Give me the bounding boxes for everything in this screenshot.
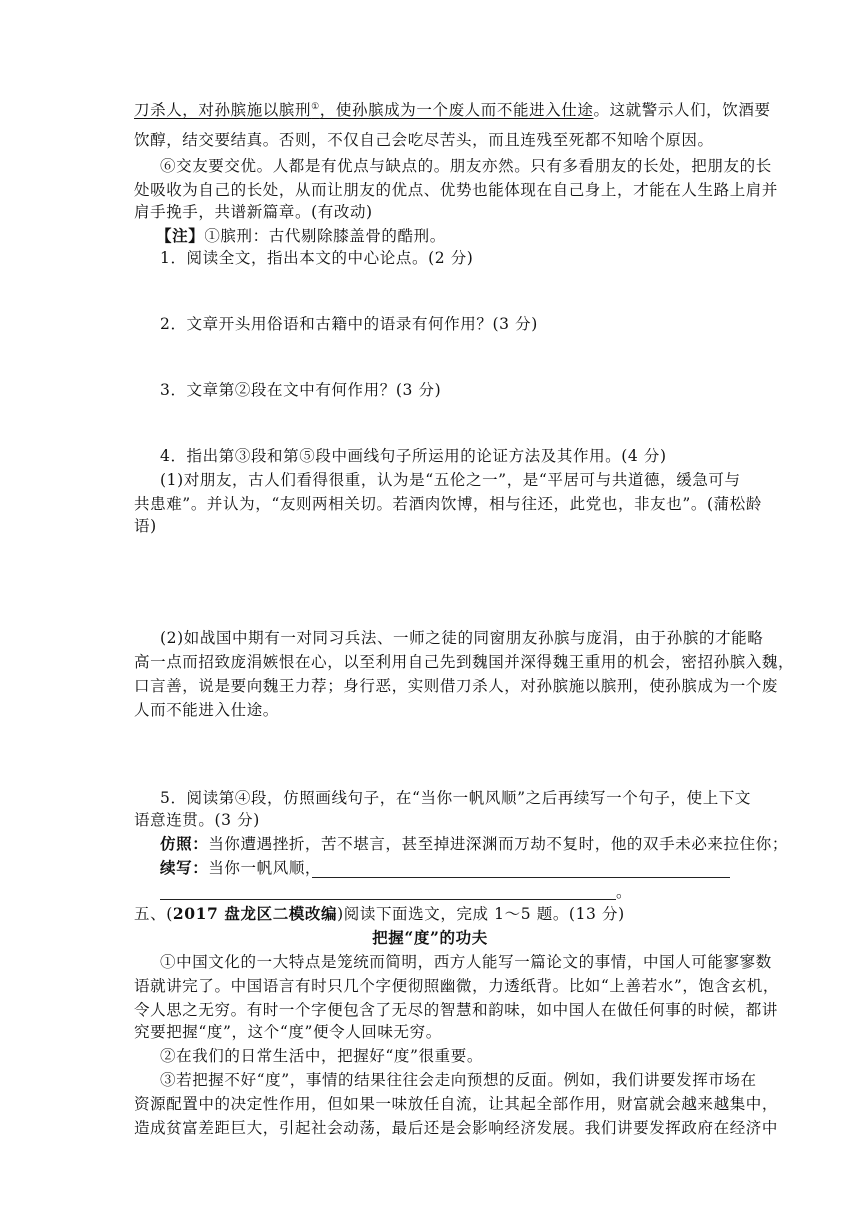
text-line: 处吸收为自己的长处，从而让朋友的优点、优势也能体现在自己身上，才能在人生路上肩并: [134, 181, 779, 199]
text-line: ⑥交友要交优。人都是有优点与缺点的。朋友亦然。只有多看朋友的长处，把朋友的长: [160, 157, 772, 175]
question-5: 5．阅读第④段，仿照画线句子，在“当你一帆风顺”之后再续写一个句子，使上下文: [160, 789, 752, 807]
section-heading: 五、(2017 盘龙区二模改编)阅读下面选文，完成 1～5 题。(13 分): [134, 904, 625, 923]
note-label: 【注】: [156, 226, 205, 245]
text-line: 资源配置中的决定性作用，但如果一味放任自流，让其起全部作用，财富就会越来越集中，: [134, 1095, 779, 1113]
imitate-label: 仿照：: [160, 834, 209, 853]
text-line: ③若把握不好“度”，事情的结果往往会走向预想的反面。例如，我们讲要发挥市场在: [160, 1071, 757, 1089]
answer-blank-line-1[interactable]: [312, 877, 730, 878]
underlined-sentence: 刀杀人，对孙膑施以膑刑①，使孙膑成为一个废人而不能进入仕途: [134, 101, 594, 119]
text-line: 共患难”。并认为，“友则两相关切。若酒肉饮博，相与往还，此党也，非友也”。(蒲松龄: [134, 495, 762, 513]
text-line: 语意连贯。(3 分): [134, 811, 260, 829]
text-line: 语): [134, 517, 157, 535]
question-4: 4．指出第③段和第⑤段中画线句子所运用的论证方法及其作用。(4 分): [160, 447, 667, 465]
continue-label: 续写：: [160, 858, 209, 877]
question-2: 2．文章开头用俗语和古籍中的语录有何作用？(3 分): [160, 315, 538, 333]
end-period: 。: [616, 883, 633, 901]
answer-blank-line-2[interactable]: [160, 899, 616, 900]
text-line: 造成贫富差距巨大，引起社会动荡，最后还是会影响经济发展。我们讲要发挥政府在经济中: [134, 1119, 779, 1137]
text-line: 语就讲完了。中国语言有时只几个字便彻照幽微，力透纸背。比如“上善若水”，饱含玄机，: [134, 977, 779, 995]
footnote-marker: ①: [311, 101, 320, 112]
text-line: 人而不能进入仕途。: [134, 701, 279, 719]
text-line: 肩手挽手，共谱新篇章。(有改动): [134, 203, 373, 221]
text-line: 饮醇，结交要结真。否则，不仅自己会吃尽苦头，而且连残至死都不知啥个原因。: [134, 131, 714, 149]
footnote: 【注】①膑刑：古代剔除膝盖骨的酷刑。: [156, 226, 446, 245]
text-line: 究要把握“度”，这个“度”便令人回味无穷。: [134, 1023, 442, 1041]
text-line: (2)如战国中期有一对同习兵法、一师之徒的同窗朋友孙膑与庞涓，由于孙膑的才能略: [160, 629, 764, 647]
text-line: (1)对朋友，古人们看得很重，认为是“五伦之一”，是“平居可与共道德，缓急可与: [160, 471, 741, 489]
text-line: 令人思之无穷。有时一个字便包含了无尽的智慧和韵味，如中国人在做任何事的时候，都讲: [134, 1001, 779, 1019]
text-line: 口言善，说是要向魏王力荐；身行恶，实则借刀杀人，对孙膑施以膑刑，使孙膑成为一个废: [134, 677, 779, 695]
question-3: 3．文章第②段在文中有何作用？(3 分): [160, 381, 442, 399]
source-label: 2017 盘龙区二模改编: [172, 904, 338, 923]
imitate-line: 仿照：当你遭遇挫折，苦不堪言，甚至掉进深渊而万劫不复时，他的双手未必来拉住你；: [160, 834, 788, 853]
text-line: ①中国文化的一大特点是笼统而简明，西方人能写一篇论文的事情，中国人可能寥寥数: [160, 953, 772, 971]
text-line: 刀杀人，对孙膑施以膑刑①，使孙膑成为一个废人而不能进入仕途。这就警示人们，饮酒要: [134, 101, 771, 119]
article-title: 把握“度”的功夫: [372, 928, 488, 947]
continue-line: 续写：当你一帆风顺，: [160, 858, 322, 877]
text-line: ②在我们的日常生活中，把握好“度”很重要。: [160, 1047, 483, 1065]
text-line: 高一点而招致庞涓嫉恨在心，以至利用自己先到魏国并深得魏王重用的机会，密招孙膑入魏，: [134, 653, 795, 671]
question-1: 1．阅读全文，指出本文的中心论点。(2 分): [160, 249, 474, 267]
